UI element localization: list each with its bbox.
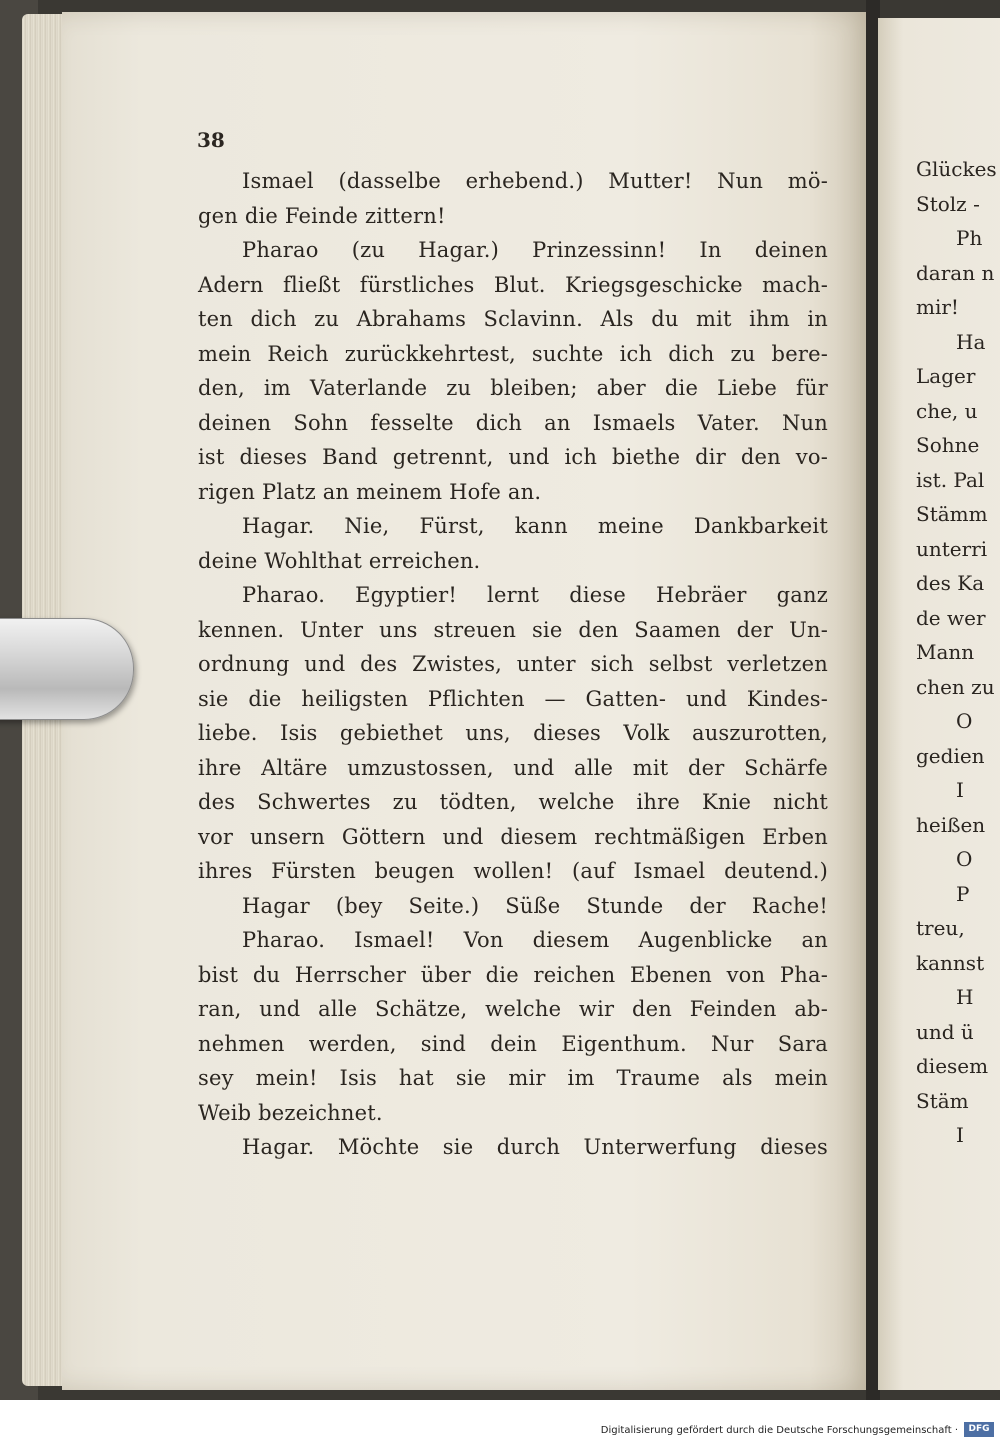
facing-text-line: heißen	[916, 812, 986, 837]
facing-text-line: Ph	[956, 226, 983, 250]
text-line: bist du Herrscher über die reichen Ebenen von Pha-	[198, 962, 828, 987]
page-number: 38	[197, 128, 225, 152]
text-line: vor unsern Göttern und diesem rechtmäßigen Erben	[198, 824, 828, 849]
dfg-logo: DFG	[964, 1422, 994, 1437]
facing-text-line: Stolz -	[916, 191, 980, 216]
facing-text-line: daran n	[916, 260, 995, 285]
facing-text-line: des Ka	[916, 571, 985, 595]
facing-text-line: Lager	[916, 364, 976, 388]
text-line: deine Wohlthat erreichen.	[198, 548, 481, 573]
text-line: kennen. Unter uns streuen sie den Saamen der Un-	[198, 617, 828, 642]
footer-credit: Digitalisierung gefördert durch die Deutsche Forschungsgemeinschaft ·	[600, 1425, 958, 1436]
text-line: Weib bezeichnet.	[198, 1100, 383, 1125]
text-line: sey mein! Isis hat sie mir im Traume als mein	[198, 1066, 828, 1090]
facing-text-line: Ha	[956, 329, 986, 354]
text-line: liebe. Isis gebiethet uns, dieses Volk auszurotten,	[198, 721, 828, 745]
facing-text-line: H	[956, 985, 974, 1009]
text-line: nehmen werden, sind dein Eigenthum. Nur Sara	[198, 1031, 828, 1056]
facing-text-line: gedien	[916, 743, 985, 768]
text-line: sie die heiligsten Pflichten — Gatten- und Kindes-	[198, 686, 828, 711]
text-line: mein Reich zurückkehrtest, suchte ich dich zu bere-	[198, 341, 828, 366]
facing-text-line: I	[956, 1123, 964, 1147]
text-line: rigen Platz an meinem Hofe an.	[198, 479, 542, 504]
text-line: Hagar. Nie, Fürst, kann meine Dankbarkeit	[242, 514, 828, 538]
facing-text-line: de wer	[916, 605, 986, 630]
text-line: ordnung und des Zwistes, unter sich selbst verletzen	[198, 652, 828, 676]
text-line: ihre Altäre umzustossen, und alle mit der Schärfe	[198, 755, 828, 780]
facing-text-line: ist. Pal	[916, 467, 985, 492]
facing-text-line: diesem	[916, 1054, 989, 1078]
facing-text-line: O	[956, 847, 973, 871]
text-line: Hagar (bey Seite.) Süße Stunde der Rache!	[242, 893, 828, 918]
facing-text-line: mir!	[916, 295, 959, 319]
text-line: ran, und alle Schätze, welche wir den Feinden ab-	[198, 997, 828, 1021]
text-line: gen die Feinde zittern!	[198, 203, 446, 228]
text-line: ten dich zu Abrahams Sclavinn. Als du mit ihm in	[198, 307, 828, 331]
text-line: Pharao (zu Hagar.) Prinzessinn! In deinen	[242, 238, 828, 262]
facing-text-line: che, u	[916, 398, 978, 423]
page-clip-holder	[0, 618, 134, 720]
text-line: Ismael (dasselbe erhebend.) Mutter! Nun mö-	[242, 169, 828, 193]
text-line: deinen Sohn fesselte dich an Ismaels Vater. Nun	[198, 410, 828, 435]
text-line: Pharao. Egyptier! lernt diese Hebräer ganz	[242, 583, 828, 607]
facing-text-line: Glückes	[916, 157, 997, 181]
facing-text-line: Mann	[916, 640, 975, 664]
facing-text-line: Sohne	[916, 433, 980, 457]
facing-text-line: Stäm	[916, 1088, 969, 1113]
text-line: Hagar. Möchte sie durch Unterwerfung dieses	[242, 1135, 828, 1159]
facing-page-text	[916, 152, 1000, 1153]
text-line: ihres Fürsten beugen wollen! (auf Ismael deutend.)	[198, 859, 828, 883]
text-line: Pharao. Ismael! Von diesem Augenblicke an	[242, 928, 828, 952]
facing-text-line: chen zu	[916, 674, 995, 699]
facing-text-line: Stämm	[916, 502, 988, 526]
text-line: ist dieses Band getrennt, und ich biethe dir den vo-	[198, 445, 828, 469]
facing-text-line: kannst	[916, 950, 985, 975]
text-line: Adern fließt fürstliches Blut. Kriegsgeschicke mach-	[198, 272, 828, 297]
footer-bar	[0, 1400, 1000, 1443]
facing-text-line: O	[956, 709, 973, 733]
facing-text-line: I	[956, 778, 964, 802]
main-text-block	[198, 164, 828, 1165]
text-line: den, im Vaterlande zu bleiben; aber die Liebe für	[198, 376, 828, 400]
facing-text-line: und ü	[916, 1019, 974, 1044]
facing-text-line: unterri	[916, 536, 988, 561]
facing-text-line: treu,	[916, 916, 965, 940]
text-line: des Schwertes zu tödten, welche ihre Knie nicht	[198, 790, 828, 814]
facing-text-line: P	[956, 881, 970, 906]
